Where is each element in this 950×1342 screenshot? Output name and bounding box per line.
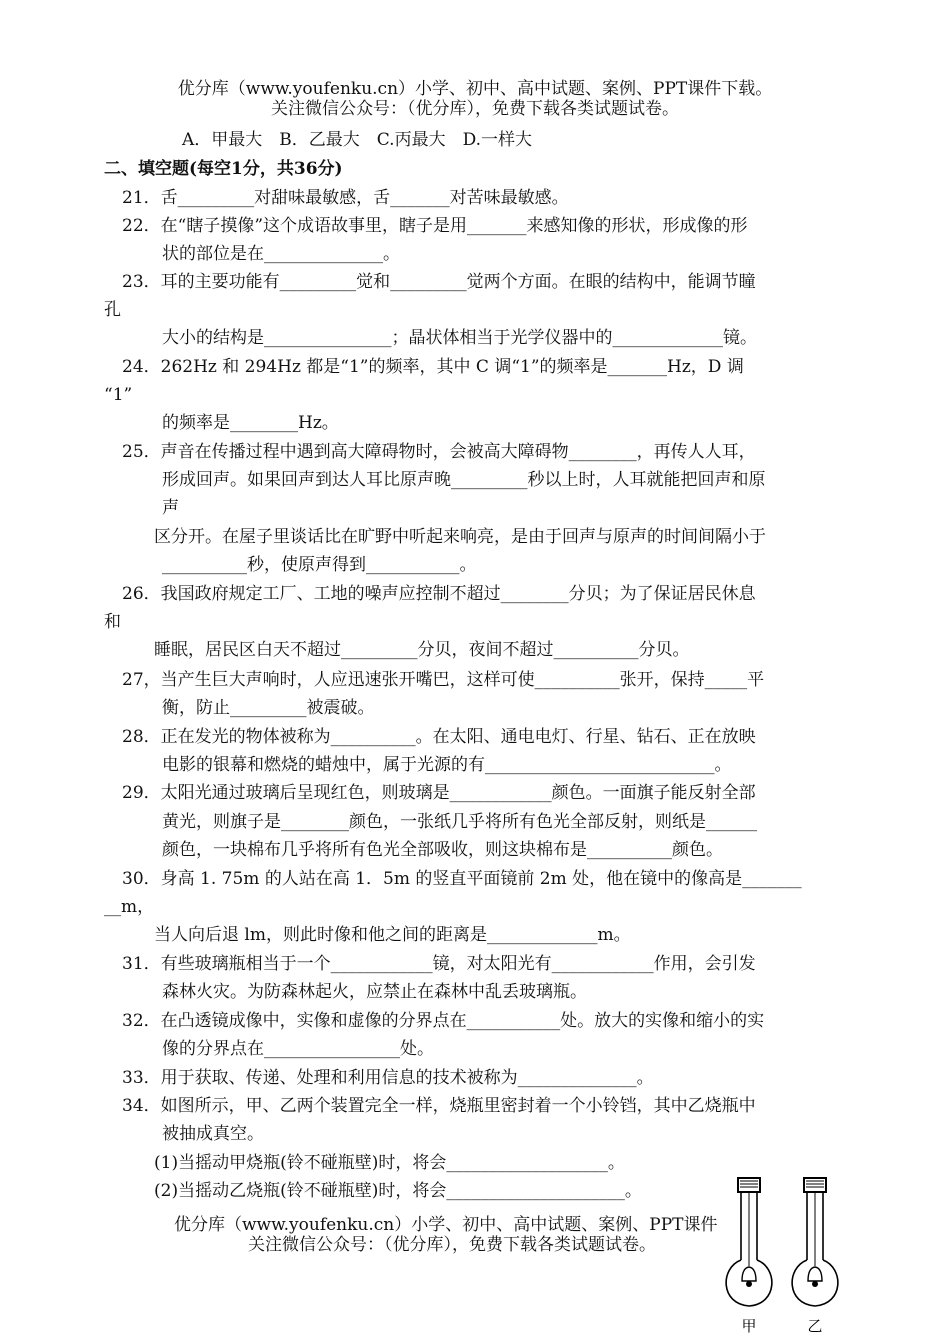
q34-line-2: 被抽成真空。 [162, 1124, 264, 1144]
q28-line-1: 28．正在发光的物体被称为__________。在太阳、通电电灯、行星、钻石、正在放映 [122, 727, 756, 747]
q31-line-1: 31．有些玻璃瓶相当于一个____________镜，对太阳光有____________作用，会引发 [122, 954, 756, 974]
q34-part-2: (2)当摇动乙烧瓶(铃不碰瓶壁)时，将会_____________________。 [154, 1181, 642, 1201]
q29-line-2: 黄光，则旗子是________颜色，一张纸几乎将所有色光全部反射，则纸是______ [162, 812, 757, 832]
flask-yi [792, 1178, 838, 1306]
q23-line-1: 23．耳的主要功能有_________觉和_________觉两个方面。在眼的结构中，能调节瞳 [122, 272, 756, 292]
q27-line-1: 27，当产生巨大声响时，人应迅速张开嘴巴，这样可使__________张开，保持_____平 [122, 670, 765, 690]
q30-line-3: 当人向后退 lm，则此时像和他之间的距离是_____________m。 [154, 925, 631, 945]
q26-line-2: 和 [104, 612, 121, 632]
q26-line-3: 睡眠，居民区白天不超过_________分贝，夜间不超过__________分贝。 [154, 640, 690, 660]
q25-line-5: __________秒，使原声得到___________。 [162, 555, 477, 575]
bell-flask-figure [718, 1172, 868, 1337]
q32-line-2: 像的分界点在________________处。 [162, 1039, 434, 1059]
q24-line-3: 的频率是________Hz。 [162, 413, 339, 433]
q29-line-1: 29．太阳光通过玻璃后呈现红色，则玻璃是____________颜色。一面旗子能反射全部 [122, 783, 756, 803]
q22-line-2: 状的部位是在______________。 [162, 244, 400, 264]
header-line-2: 关注微信公众号：（优分库），免费下载各类试题试卷。 [271, 99, 679, 119]
footer-line-1: 优分库（www.youfenku.cn）小学、初中、高中试题、案例、PPT课件 [174, 1215, 718, 1235]
q22-line-1: 22．在“瞎子摸像”这个成语故事里，瞎子是用_______来感知像的形状，形成像的形 [122, 216, 748, 236]
q32-line-1: 32．在凸透镜成像中，实像和虚像的分界点在___________处。放大的实像和缩小的实 [122, 1011, 765, 1031]
q21-line: 21．舌_________对甜味最敏感，舌_______对苦味最敏感。 [122, 188, 569, 208]
q26-line-1: 26．我国政府规定工厂、工地的噪声应控制不超过________分贝；为了保证居民休息 [122, 584, 756, 604]
footer-line-2: 关注微信公众号：（优分库），免费下载各类试题试卷。 [248, 1235, 656, 1255]
q34-part-1: (1)当摇动甲烧瓶(铃不碰瓶壁)时，将会___________________。 [154, 1153, 625, 1173]
q27-line-2: 衡，防止_________被震破。 [162, 698, 375, 718]
q29-line-3: 颜色，一块棉布几乎将所有色光全部吸收，则这块棉布是__________颜色。 [162, 840, 723, 860]
q25-line-1: 25．声音在传播过程中遇到高大障碍物时，会被高大障碍物________，再传人人耳， [122, 442, 756, 462]
flask-illustration [718, 1172, 868, 1337]
q23-line-2: 孔 [104, 300, 121, 320]
flask-label-jia: 甲 [741, 1317, 757, 1335]
q24-line-1: 24．262Hz 和 294Hz 都是“1”的频率，其中 C 调“1”的频率是_______Hz，D 调 [122, 357, 744, 377]
header-line-1: 优分库（www.youfenku.cn）小学、初中、高中试题、案例、PPT课件下载。 [177, 79, 773, 99]
q24-line-2: “1” [104, 385, 133, 405]
q28-line-2: 电影的银幕和燃烧的蜡烛中，属于光源的有___________________________。 [162, 755, 732, 775]
q34-line-1: 34．如图所示，甲、乙两个装置完全一样，烧瓶里密封着一个小铃铛，其中乙烧瓶中 [122, 1096, 756, 1116]
q25-line-3: 声 [162, 498, 179, 518]
flask-jia [726, 1178, 772, 1306]
section-2-title: 二、填空题(每空1分，共36分) [104, 159, 343, 179]
q30-line-1: 30．身高 1. 75m 的人站在高 1．5m 的竖直平面镜前 2m 处，他在镜中的像高是_______ [122, 869, 802, 889]
q33-line: 33．用于获取、传递、处理和利用信息的技术被称为______________。 [122, 1068, 654, 1088]
flask-label-yi: 乙 [807, 1317, 823, 1335]
q25-line-4: 区分开。在屋子里谈话比在旷野中听起来响亮，是由于回声与原声的时间间隔小于 [154, 527, 766, 547]
q30-line-2: __m， [104, 897, 155, 917]
q23-line-3: 大小的结构是_______________；晶状体相当于光学仪器中的_____________镜。 [162, 328, 757, 348]
q25-line-2: 形成回声。如果回声到达人耳比原声晚_________秒以上时，人耳就能把回声和原 [162, 470, 766, 490]
q31-line-2: 森林火灾。为防森林起火，应禁止在森林中乱丢玻璃瓶。 [162, 982, 587, 1002]
q20-options: A．甲最大 B．乙最大 C.丙最大 D.一样大 [182, 130, 533, 150]
